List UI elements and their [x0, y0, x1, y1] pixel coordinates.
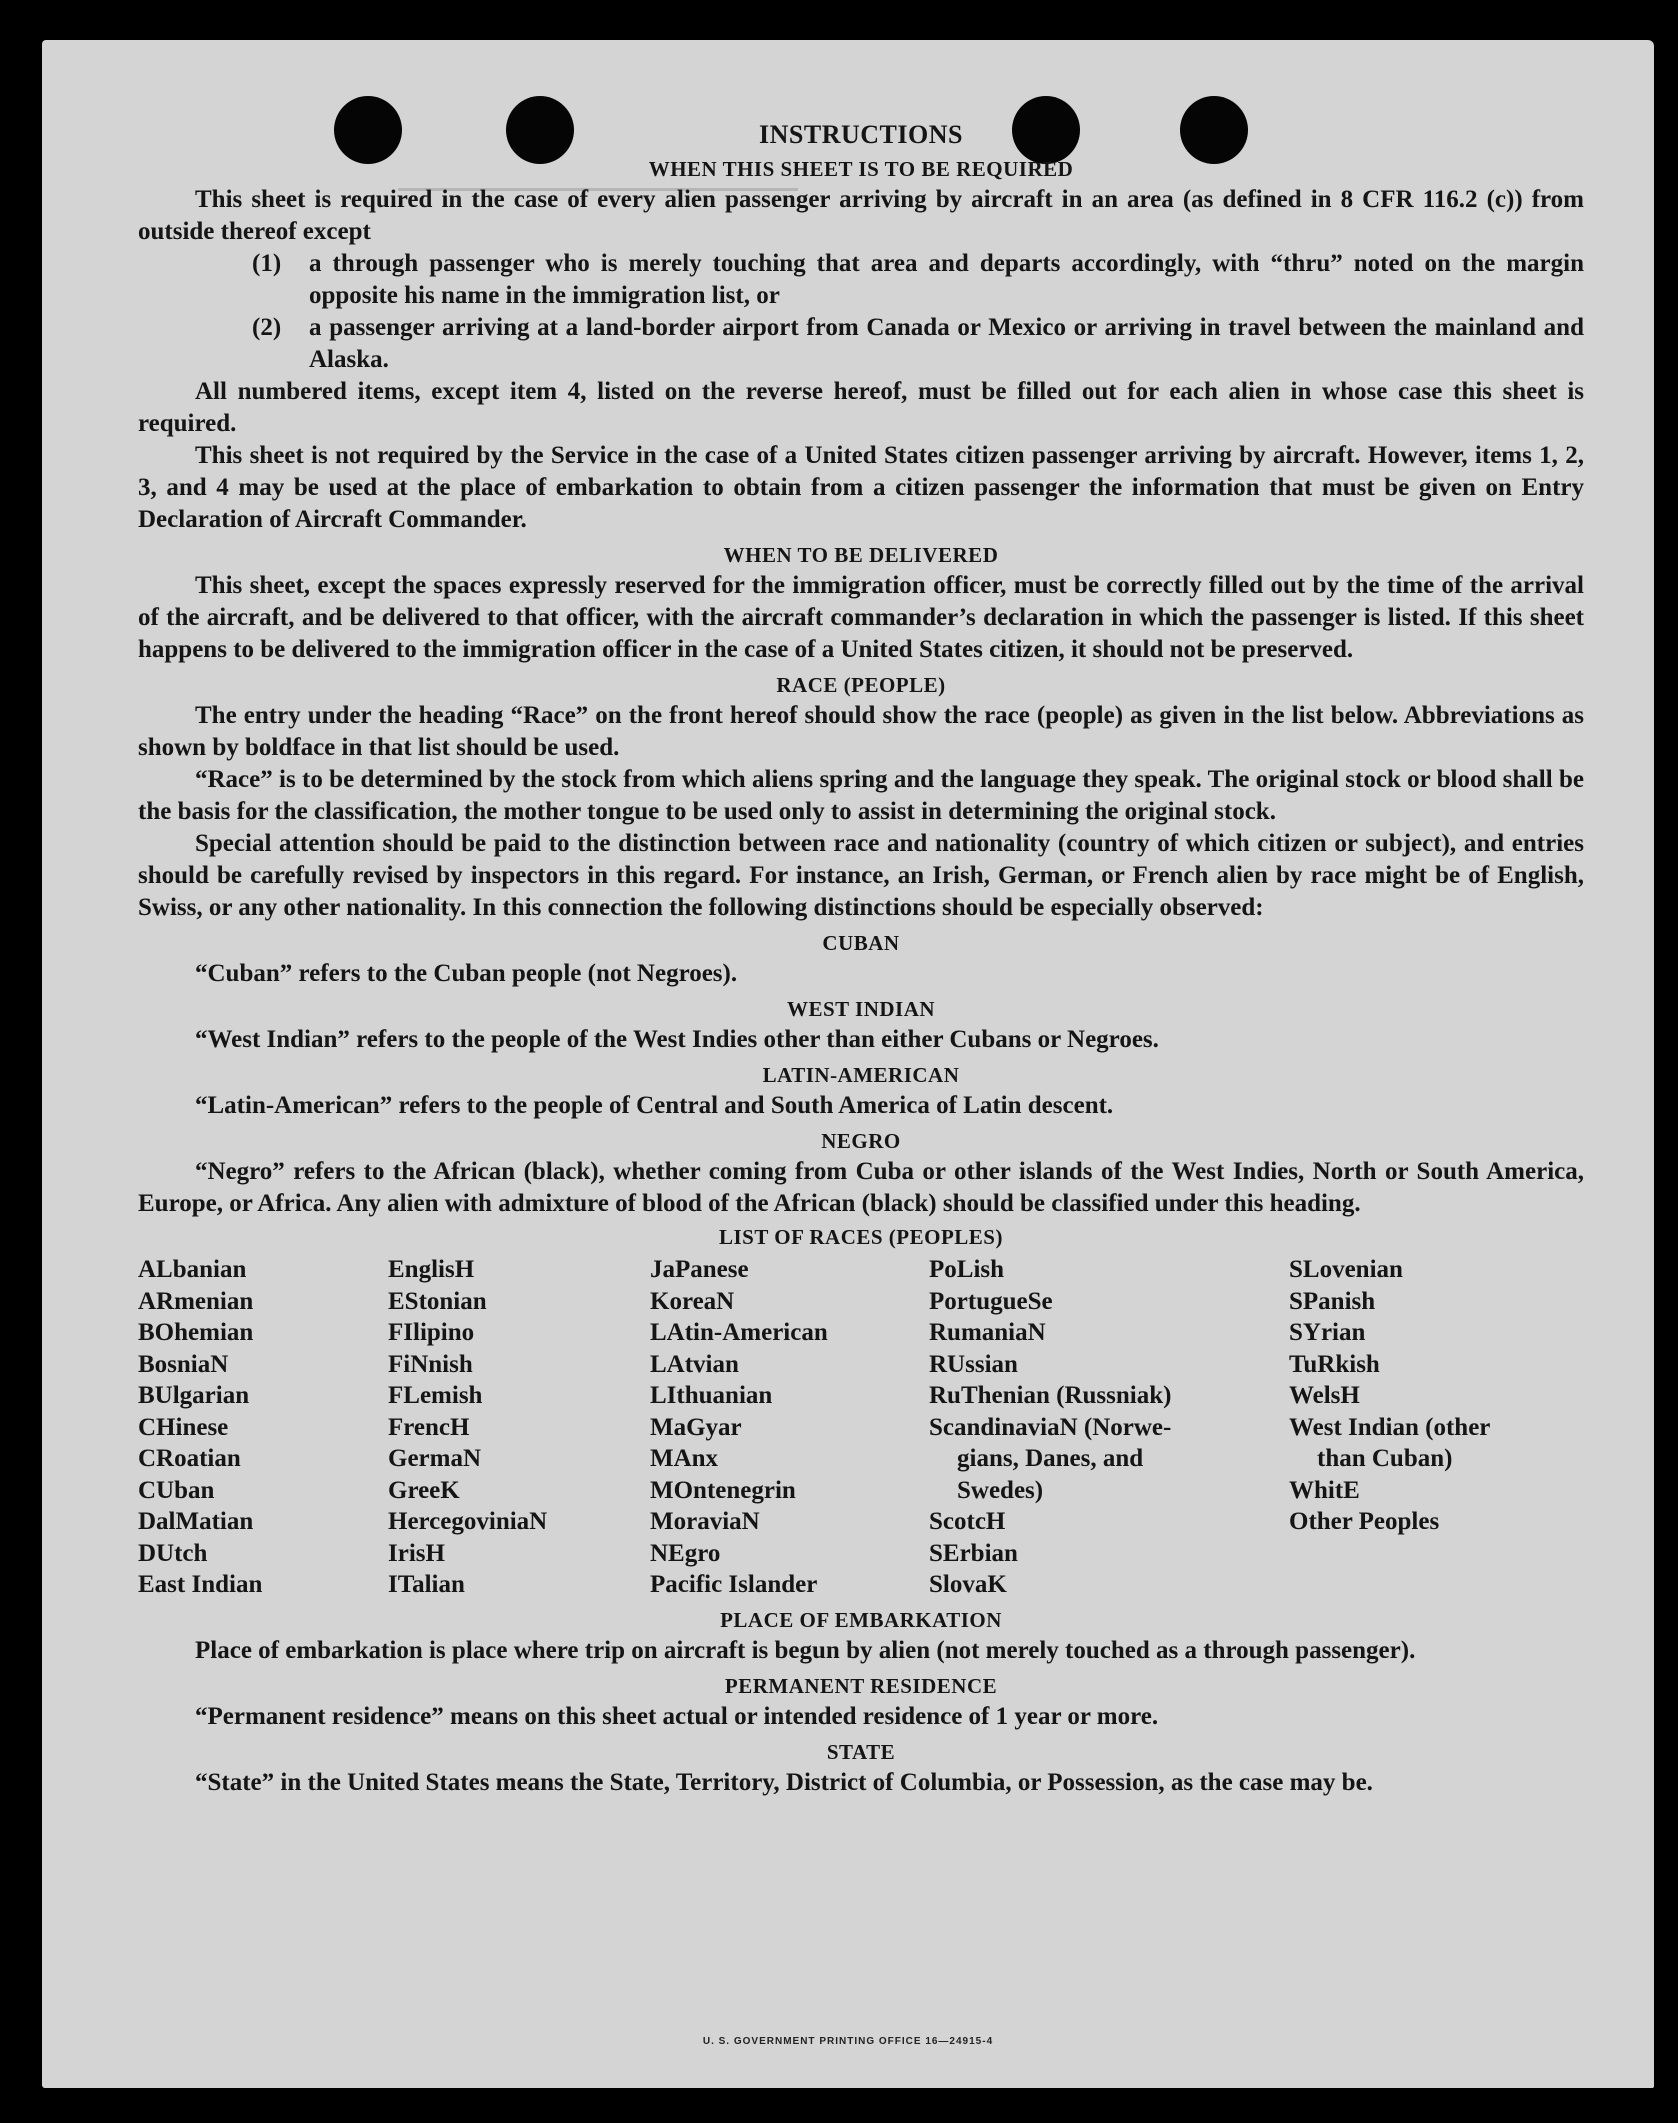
race-entry: ITalian — [388, 1571, 465, 1598]
race-entry: HercegoviniaN — [388, 1508, 548, 1535]
race-entry: Other Peoples — [1289, 1508, 1440, 1535]
race-entry: GermaN — [388, 1445, 482, 1472]
heading-permanent-residence: PERMANENT RESIDENCE — [724, 1673, 998, 1698]
race-entry: RumaniaN — [929, 1319, 1046, 1346]
race-entry: BUlgarian — [138, 1382, 250, 1409]
race-entry: TuRkish — [1289, 1350, 1380, 1378]
race-entry: KoreaN — [650, 1287, 735, 1315]
race-entry: WhitE — [1289, 1476, 1360, 1504]
race-entry: PoLish — [929, 1256, 1005, 1283]
item-text: a through passenger who is merely touching that area and departs accordingly, with “thru” noted on the margin opposite his name in the immigration list, or — [309, 250, 1584, 309]
page-title: INSTRUCTIONS — [759, 120, 963, 149]
race-entry: LAtvian — [650, 1350, 739, 1378]
race-entry: FrencH — [388, 1413, 470, 1441]
race-entry: RuThenian (Russniak) — [929, 1382, 1172, 1409]
heading-race: RACE (PEOPLE) — [776, 673, 946, 697]
race-entry: FIlipino — [388, 1319, 475, 1346]
instructions-text — [138, 116, 1584, 1799]
race-entry: West Indian (other — [1289, 1413, 1491, 1441]
race-entry: LAtin-American — [650, 1319, 828, 1346]
heading-embarkation: PLACE OF EMBARKATION — [720, 1607, 1002, 1632]
heading-negro: NEGRO — [821, 1129, 901, 1153]
race-entry: Swedes) — [957, 1476, 1044, 1504]
heading-cuban: CUBAN — [822, 931, 900, 955]
race-column — [388, 1254, 650, 1601]
paragraph: Place of embarkation is place where trip on aircraft is begun by alien (not merely touched as a through passenger). — [195, 1636, 1416, 1664]
paragraph: Special attention should be paid to the distinction between race and nationality (country of which citizen or subject), and entries should be carefully revised by inspectors in this regard. For instance, an Irish, German, or French alien by race might be of English, Swiss, or any other nationality. In this connection the following distinctions should be especially observed: — [138, 830, 1584, 921]
race-entry: East Indian — [138, 1571, 263, 1598]
race-entry: ARmenian — [138, 1287, 254, 1315]
paragraph: “West Indian” refers to the people of the West Indies other than either Cubans or Negroes. — [195, 1026, 1159, 1053]
race-entry: ScotcH — [929, 1508, 1006, 1535]
race-entry: ScandinaviaN (Norwe- — [929, 1413, 1172, 1441]
race-entry: MoraviaN — [650, 1508, 760, 1535]
race-entry: WelsH — [1289, 1382, 1360, 1409]
exception-item-1 — [252, 248, 1584, 312]
paragraph: All numbered items, except item 4, listed on the reverse hereof, must be filled out for each alien in whose case this sheet is required. — [138, 378, 1584, 437]
race-entry: CUban — [138, 1476, 215, 1504]
race-list — [138, 1254, 1584, 1601]
race-entry: MaGyar — [650, 1413, 742, 1441]
race-entry: BOhemian — [138, 1319, 254, 1346]
race-entry: IrisH — [388, 1539, 445, 1567]
race-entry: gians, Danes, and — [957, 1445, 1144, 1472]
race-entry: FLemish — [388, 1382, 483, 1409]
race-entry: NEgro — [650, 1539, 721, 1567]
race-entry: ALbanian — [138, 1256, 247, 1283]
race-column — [650, 1254, 929, 1601]
race-entry: DUtch — [138, 1539, 208, 1567]
race-entry: MOntenegrin — [650, 1476, 796, 1504]
paragraph: “Latin-American” refers to the people of Central and South America of Latin descent. — [195, 1092, 1114, 1119]
race-entry: Pacific Islander — [650, 1571, 818, 1598]
race-column — [929, 1254, 1289, 1601]
heading-when-delivered: WHEN TO BE DELIVERED — [723, 543, 999, 567]
heading-list-of-races: LIST OF RACES (PEOPLES) — [719, 1225, 1003, 1249]
race-entry: CRoatian — [138, 1445, 241, 1472]
paragraph: “Cuban” refers to the Cuban people (not Negroes). — [195, 960, 738, 987]
item-text: a passenger arriving at a land-border airport from Canada or Mexico or arriving in travel between the mainland and Alaska. — [309, 314, 1584, 373]
printer-imprint: U. S. GOVERNMENT PRINTING OFFICE 16—24915-4 — [702, 2036, 994, 2047]
heading-latin-american: LATIN-AMERICAN — [762, 1063, 960, 1087]
race-entry: SPanish — [1289, 1287, 1376, 1315]
paragraph: This sheet is not required by the Service in the case of a United States citizen passenger arriving by aircraft. However, items 1, 2, 3, and 4 may be used at the place of embarkation to obtain from a citizen passenger the information that must be given on Entry Declaration of Aircraft Commander. — [138, 442, 1584, 533]
heading-when-required: WHEN THIS SHEET IS TO BE REQUIRED — [648, 157, 1074, 181]
race-entry: SlovaK — [929, 1571, 1007, 1598]
paragraph: The entry under the heading “Race” on the front hereof should show the race (people) as given in the list below. Abbreviations as shown by boldface in that list should be used. — [138, 702, 1584, 761]
race-column — [1289, 1254, 1490, 1601]
race-entry: MAnx — [650, 1445, 719, 1472]
paragraph: This sheet is required in the case of every alien passenger arriving by aircraft in an area (as defined in 8 CFR 116.2 (c)) from outside thereof except — [138, 186, 1584, 245]
race-entry: DalMatian — [138, 1508, 254, 1535]
paragraph: “Race” is to be determined by the stock from which aliens spring and the language they speak. The original stock or blood shall be the basis for the classification, the mother tongue to be used only to assist in determining the original stock. — [138, 766, 1584, 825]
race-entry: SErbian — [929, 1539, 1018, 1567]
paragraph: “Negro” refers to the African (black), whether coming from Cuba or other islands of the West Indies, North or South America, Europe, or Africa. Any alien with admixture of blood of the African (black) should be classified under this heading. — [138, 1158, 1584, 1217]
race-entry: SYrian — [1289, 1319, 1366, 1346]
race-entry: BosniaN — [138, 1350, 229, 1378]
race-entry: CHinese — [138, 1413, 229, 1441]
race-entry: PortugueSe — [929, 1287, 1053, 1315]
race-entry: EnglisH — [388, 1256, 475, 1283]
race-entry: GreeK — [388, 1476, 460, 1504]
race-entry: than Cuban) — [1317, 1445, 1453, 1472]
race-entry: SLovenian — [1289, 1256, 1403, 1283]
race-column — [138, 1254, 388, 1601]
paragraph: “Permanent residence” means on this sheet actual or intended residence of 1 year or more. — [195, 1702, 1159, 1730]
race-entry: RUssian — [929, 1350, 1018, 1378]
paragraph: “State” in the United States means the State, Territory, District of Columbia, or Possession, as the case may be. — [195, 1768, 1373, 1796]
heading-state: STATE — [826, 1739, 896, 1764]
document-sheet — [42, 40, 1654, 2088]
race-entry: LIthuanian — [650, 1382, 773, 1409]
race-entry: FiNnish — [388, 1350, 473, 1378]
race-entry: JaPanese — [650, 1256, 749, 1283]
exception-item-2 — [252, 312, 1584, 376]
paragraph: This sheet, except the spaces expressly reserved for the immigration officer, must be correctly filled out by the time of the arrival of the aircraft, and be delivered to that officer, with the aircraft commander’s declaration in which the passenger is listed. If this sheet happens to be delivered to the immigration officer in the case of a United States citizen, it should not be preserved. — [138, 572, 1584, 663]
item-number: (2) — [252, 314, 282, 341]
race-entry: EStonian — [388, 1287, 487, 1315]
heading-west-indian: WEST INDIAN — [786, 997, 936, 1021]
item-number: (1) — [252, 250, 282, 277]
